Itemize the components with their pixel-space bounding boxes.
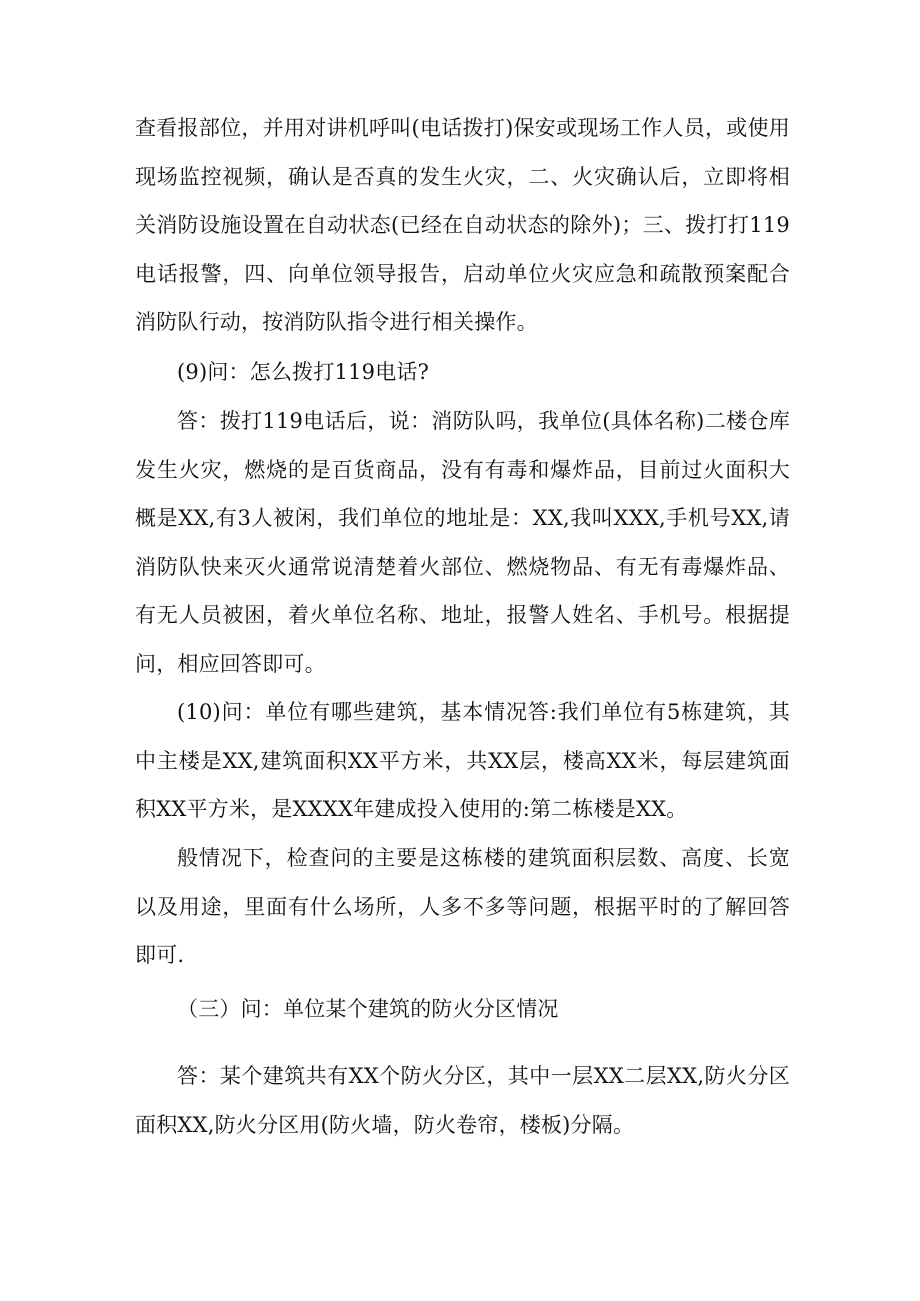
- answer-fire-compartment: 答：某个建筑共有XX个防火分区，其中一层XX二层XX,防火分区面积XX,防火分区用(防火墙，防火卷帘，楼板)分隔。: [135, 1064, 790, 1137]
- answer-9: 答：拨打119电话后，说：消防队吗，我单位(具体名称)二楼仓库发生火灾，燃烧的是百货商品，没有有毒和爆炸品，目前过火面积大概是XX,有3人被闲，我们单位的地址是：XX,我叫XXX,手机号XX,请消防队快来灭火通常说清楚着火部位、燃烧物品、有无有毒爆炸品、有无人员被困，着火单位名称、地址，报警人姓名、手机号。根据提问，相应回答即可。: [135, 409, 790, 676]
- paragraph-general-inspection: 般情况下，检查问的主要是这栋楼的建筑面积层数、高度、长宽以及用途，里面有什么场所，人多不多等问题，根据平时的了解回答即可.: [135, 846, 790, 968]
- paragraph-fire-confirmation: 查看报部位，并用对讲机呼叫(电话拨打)保安或现场工作人员，或使用现场监控视频，确认是否真的发生火灾，二、火灾确认后，立即将相关消防设施设置在自动状态(已经在自动状态的除外)；三、拨打打119电话报警，四、向单位领导报告，启动单位火灾应急和疏散预案配合消防队行动，按消防队指令进行相关操作。: [135, 116, 790, 335]
- section-heading-fire-compartment: （三）问：单位某个建筑的防火分区情况: [177, 997, 559, 1021]
- question-10: (10)问：单位有哪些建筑，基本情况答:我们单位有5栋建筑，其中主楼是XX,建筑面积XX平方米，共XX层，楼高XX米，每层建筑面积XX平方米，是XXXX年建成投入使用的:第二栋楼是XX。: [135, 700, 790, 822]
- question-9: (9)问：怎么拨打119电话?: [177, 360, 430, 384]
